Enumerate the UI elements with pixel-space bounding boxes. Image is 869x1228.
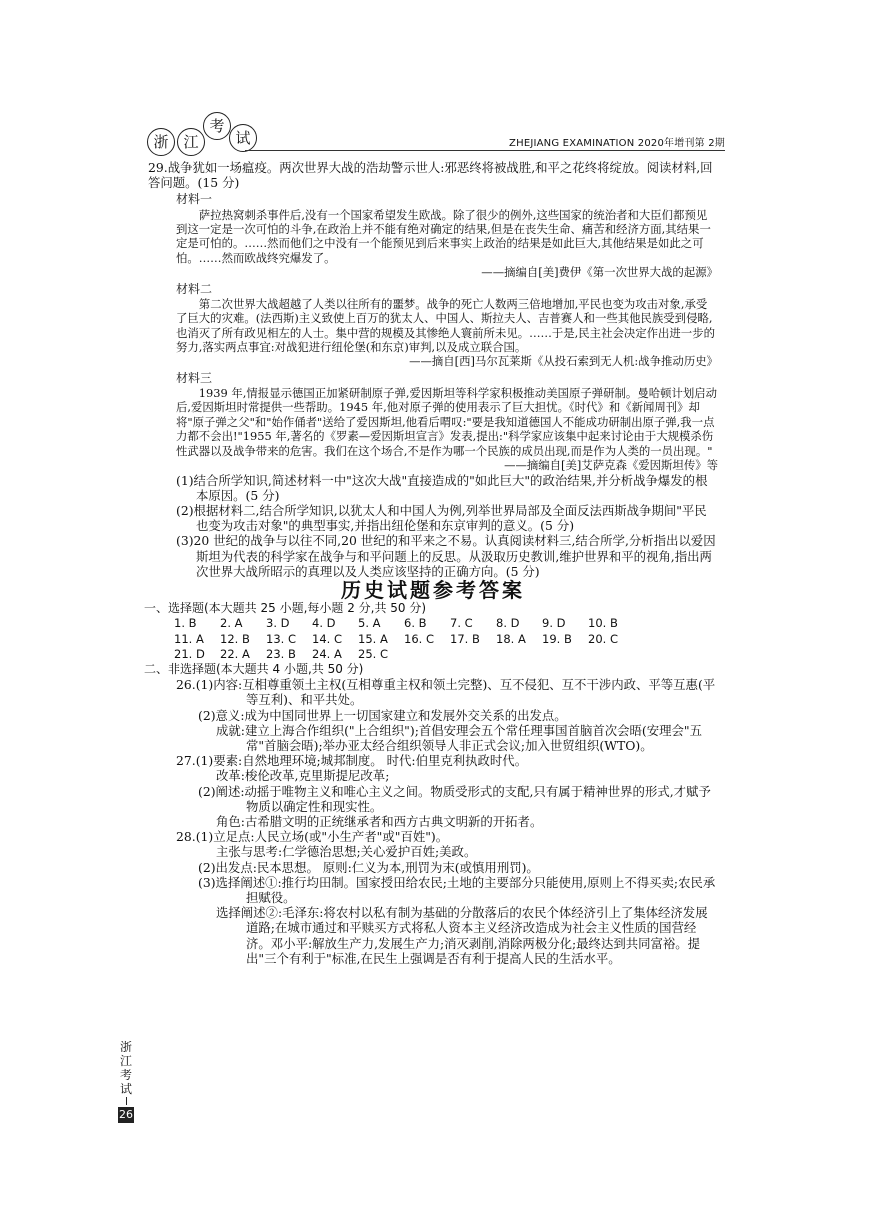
mc-answer: 7. C <box>450 616 473 631</box>
mc-answer: 16. C <box>404 631 434 646</box>
mc-answer: 1. B <box>174 616 197 631</box>
mc-answer: 13. C <box>266 631 296 646</box>
side-char: 考 <box>119 1068 132 1082</box>
mc-answer: 21. D <box>174 646 205 661</box>
mc-answer: 3. D <box>266 616 290 631</box>
answer-28-3: (2)出发点:民本思想。 原则:仁义为本,刑罚为末(或慎用刑罚)。 <box>198 859 539 875</box>
mc-answer: 15. A <box>358 631 388 646</box>
logo-char: 考 <box>203 112 231 140</box>
mc-answer: 23. B <box>266 646 296 661</box>
journal-title: ZHEJIANG EXAMINATION 2020年增刊第 2期 <box>509 138 725 149</box>
answer-28-1: 28.(1)立足点:人民立场(或"小生产者"或"百姓")。 <box>176 829 449 845</box>
answer-28-4: (3)选择阐述①:推行均田制。国家授田给农民;土地的主要部分只能使用,原则上不得买卖;农民承担赋役。 <box>198 874 716 905</box>
answer-27-2: 改革:梭伦改革,克里斯提尼改革; <box>216 768 390 784</box>
mc-answer-row <box>174 647 718 662</box>
mc-answer: 6. B <box>404 616 427 631</box>
answer-key-title: 历史试题参考答案 <box>341 577 525 602</box>
material-3-text: 1939 年,情报显示德国正加紧研制原子弹,爱因斯坦等科学家积极推动美国原子弹研制。曼哈顿计划启动后,爱因斯坦时常提供一些帮助。1945 年,他对原子弹的使用表示了巨大担忧。《时代》和《新闻周刊》却将"原子弹之父"和"始作俑者"送给了爱因斯坦,他看后喟叹:"要是我知道德国人不能成功研制出原子弹,我一点力都不会出!"1955 年,著名的《罗素—爱因斯坦宣言》发表,提出:"科学家应该集中起来讨论由于大规模杀伤性武器以及战争带来的危害。我们在这个场合,不是作为哪一个民族的成员出现,而是作为人类的一员出现。" <box>176 386 718 458</box>
mc-answer: 12. B <box>220 631 250 646</box>
side-char: 江 <box>119 1054 132 1068</box>
zhejiang-exam-logo <box>145 108 275 156</box>
mc-answer: 11. A <box>174 631 204 646</box>
material-1-source: ——摘编自[美]费伊《第一次世界大战的起源》 <box>481 265 718 280</box>
side-divider <box>126 1097 127 1105</box>
mc-answer: 20. C <box>588 631 618 646</box>
mc-answer: 22. A <box>220 646 250 661</box>
mc-answer: 17. B <box>450 631 480 646</box>
section-2-heading: 二、非选择题(本大题共 4 小题,共 50 分) <box>144 661 364 676</box>
logo-char: 试 <box>229 124 257 152</box>
mc-answer: 18. A <box>496 631 526 646</box>
mc-answer: 10. B <box>588 616 618 631</box>
side-tab <box>118 1040 134 1123</box>
mc-answer-row <box>174 616 718 631</box>
mc-answer: 19. B <box>542 631 572 646</box>
mc-answer-row <box>174 632 718 647</box>
side-char: 浙 <box>119 1040 132 1054</box>
material-3-title: 材料三 <box>176 370 213 385</box>
sub-question-2: (2)根据材料二,结合所学知识,以犹太人和中国人为例,列举世界局部及全面反法西斯战争期间"平民也变为攻击对象"的典型事实,并指出纽伦堡和东京审判的意义。(5 分) <box>176 502 707 534</box>
material-2-source: ——摘自[西]马尔瓦莱斯《从投石索到无人机:战争推动历史》 <box>409 354 718 369</box>
logo-char: 浙 <box>147 128 175 156</box>
logo-char: 江 <box>177 128 205 156</box>
page-number: 26 <box>119 1108 133 1121</box>
mc-answer: 2. A <box>220 616 243 631</box>
answer-26-1: 26.(1)内容:互相尊重领土主权(互相尊重主权和领土完整)、互不侵犯、互不干涉内政、平等互惠(平等互利)、和平共处。 <box>176 677 716 708</box>
answer-27-3: (2)阐述:动摇于唯物主义和唯心主义之间。物质受形式的支配,只有属于精神世界的形式,才赋予物质以确定性和现实性。 <box>198 783 711 814</box>
answer-26-2: (2)意义:成为中国同世界上一切国家建立和发展外交关系的出发点。 <box>198 707 567 723</box>
material-3-source: ——摘编自[美]艾萨克森《爱因斯坦传》等 <box>504 458 718 473</box>
material-1-title: 材料一 <box>176 192 213 207</box>
header-divider <box>245 150 725 151</box>
material-2-title: 材料二 <box>176 281 213 296</box>
question-29-intro: 29.战争犹如一场瘟疫。两次世界大战的浩劫警示世人:邪恶终将被战胜,和平之花终将绽放。阅读材料,回答问题。(15 分) <box>148 160 713 191</box>
sub-question-3: (3)20 世纪的战争与以往不同,20 世纪的和平来之不易。认真阅读材料三,结合所学,分析指出以爱因斯坦为代表的科学家在战争与和平问题上的反思。从汲取历史教训,维护世界和平的视角,指出两次世界大战所昭示的真理以及人类应该坚持的正确方向。(5 分) <box>176 533 716 579</box>
answer-28-2: 主张与思考:仁学德治思想;关心爱护百姓;美政。 <box>216 844 477 860</box>
answer-26-3: 成就:建立上海合作组织("上合组织");首倡安理会五个常任理事国首脑首次会晤(安理会"五常"首脑会晤);举办亚太经合组织领导人非正式会议;加入世贸组织(WTO)。 <box>216 722 703 753</box>
sub-question-1: (1)结合所学知识,简述材料一中"这次大战"直接造成的"如此巨大"的政治结果,并分析战争爆发的根本原因。(5 分) <box>176 472 708 503</box>
mc-answer: 9. D <box>542 616 566 631</box>
page-content <box>144 160 718 966</box>
side-char: 试 <box>119 1082 132 1096</box>
mc-answer: 14. C <box>312 631 342 646</box>
mc-answer: 5. A <box>358 616 381 631</box>
answer-28-5: 选择阐述②:毛泽东:将农村以私有制为基础的分散落后的农民个体经济引上了集体经济发展道路;在城市通过和平赎买方式将私人资本主义经济改造成为社会主义性质的国营经济。邓小平:解放生产力,发展生产力;消灭剥削,消除两极分化;最终达到共同富裕。提出"三个有利于"标准,在民生上强调是否有利于提高人民的生活水平。 <box>216 905 708 966</box>
mc-answer: 8. D <box>496 616 520 631</box>
mc-answer: 4. D <box>312 616 336 631</box>
page-header <box>145 108 725 156</box>
material-2-text: 第二次世界大战超越了人类以往所有的噩梦。战争的死亡人数两三倍地增加,平民也变为攻击对象,承受了巨大的灾难。(法西斯)主义致使上百万的犹太人、中国人、斯拉夫人、吉普赛人和一些其他民族受到侵略,也消灭了所有政见相左的人士。集中营的规模及其惨绝人寰前所未见。……于是,民主社会决定作出进一步的努力,落实两点事宜:对战犯进行纽伦堡(和东京)审判,以及成立联合国。 <box>176 296 715 355</box>
section-1-heading: 一、选择题(本大题共 25 小题,每小题 2 分,共 50 分) <box>144 601 427 616</box>
mc-answer: 25. C <box>358 646 388 661</box>
answer-27-4: 角色:古希腊文明的正统继承者和西方古典文明新的开拓者。 <box>216 813 543 829</box>
material-1-text: 萨拉热窝刺杀事件后,没有一个国家希望发生欧战。除了很少的例外,这些国家的统治者和大臣们都预见到这一定是一次可怕的斗争,在政治上并不能有绝对确定的结果,但是在丧失生命、痛苦和经济方面,其结果一定是可怕的。……然而他们之中没有一个能预见到后来事实上政治的结果是如此巨大,其他结果是如此之可怕。……然而欧战终究爆发了。 <box>176 207 711 265</box>
answer-27-1: 27.(1)要素:自然地理环境;城邦制度。 时代:伯里克利执政时代。 <box>176 753 528 769</box>
mc-answer: 24. A <box>312 646 342 661</box>
